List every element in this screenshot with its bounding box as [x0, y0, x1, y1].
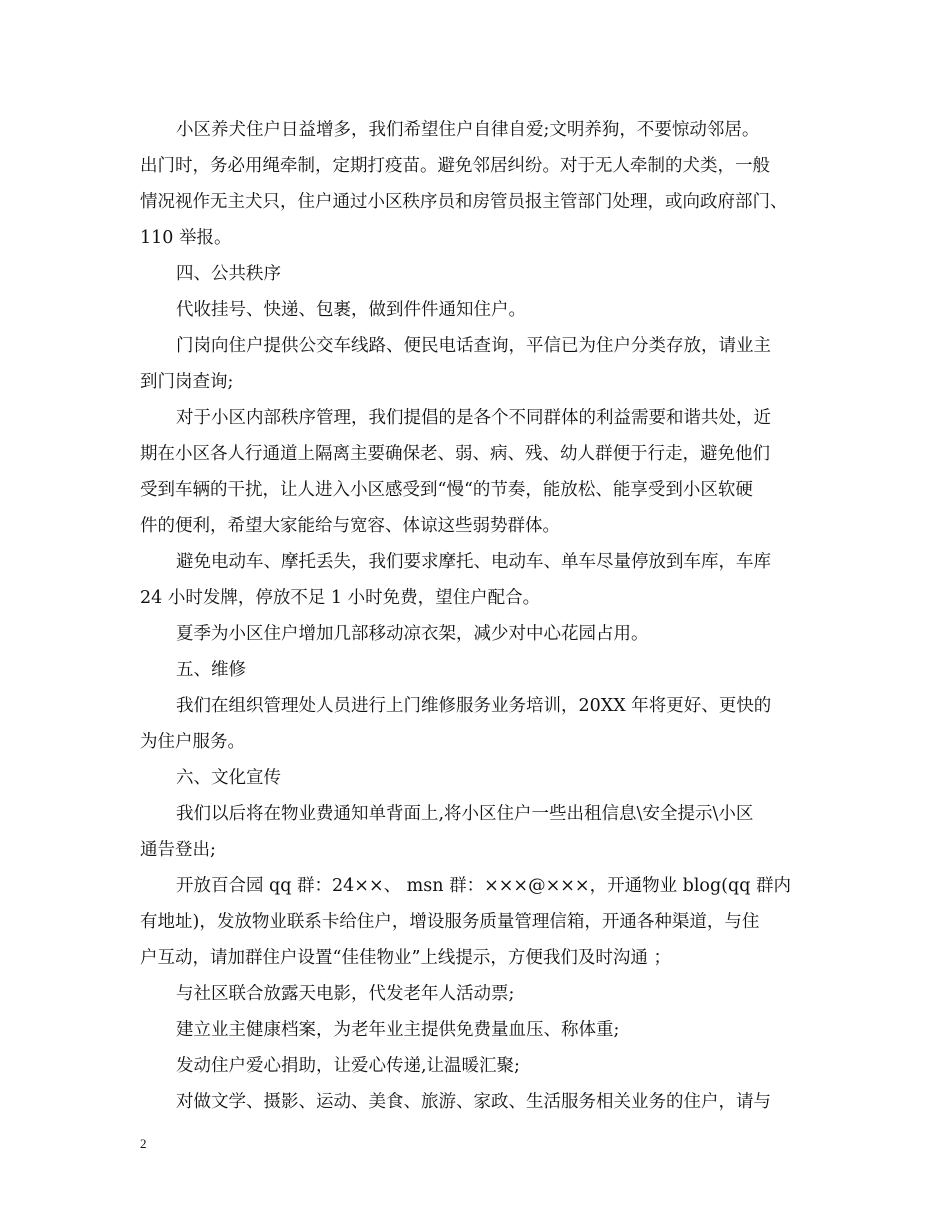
text-line: 对做文学、摄影、运动、美食、旅游、家政、生活服务相关业务的住户，请与	[176, 1092, 771, 1112]
text-line: 四、公共秩序	[176, 264, 281, 284]
text-line: 我们以后将在物业费通知单背面上,将小区住户一些出租信息\安全提示\小区	[176, 804, 754, 824]
text-line: 门岗向住户提供公交车线路、便民电话查询，平信已为住户分类存放，请业主	[176, 336, 771, 356]
text-line: 我们在组织管理处人员进行上门维修服务业务培训，20XX 年将更好、更快的	[176, 696, 772, 716]
text-line: 件的便利，希望大家能给与宽容、体谅这些弱势群体。	[140, 516, 560, 536]
text-line: 期在小区各人行通道上隔离主要确保老、弱、病、残、幼人群便于行走，避免他们	[140, 444, 770, 464]
text-line: 建立业主健康档案，为老年业主提供免费量血压、称体重;	[176, 1020, 620, 1040]
text-line: 开放百合园 qq 群：24××、 msn 群：×××@×××，开通物业 blog(qq 群内	[176, 876, 791, 896]
text-line: 五、维修	[176, 660, 246, 680]
text-line: 110 举报。	[140, 228, 232, 248]
text-line: 避免电动车、摩托丢失，我们要求摩托、电动车、单车尽量停放到车库，车库	[176, 552, 771, 572]
text-line: 通告登出;	[140, 840, 216, 860]
text-line: 为住户服务。	[140, 732, 245, 752]
text-line: 代收挂号、快递、包裹，做到件件通知住户。	[176, 300, 526, 320]
text-line: 出门时，务必用绳牵制，定期打疫苗。避免邻居纠纷。对于无人牵制的犬类，一般	[140, 156, 770, 176]
document-body	[140, 112, 812, 1120]
text-line: 24 小时发牌，停放不足 1 小时免费，望住户配合。	[140, 588, 541, 608]
text-line: 对于小区内部秩序管理，我们提倡的是各个不同群体的利益需要和谐共处，近	[176, 408, 771, 428]
text-line: 户互动，请加群住户设置“佳佳物业”上线提示，方便我们及时沟通 ；	[140, 948, 671, 968]
text-line: 到门岗查询;	[140, 372, 234, 392]
text-line: 情况视作无主犬只，住户通过小区秩序员和房管员报主管部门处理，或向政府部门、	[140, 192, 788, 212]
text-line: 受到车辆的干扰，让人进入小区感受到“慢“的节奏，能放松、能享受到小区软硬	[140, 480, 753, 500]
text-line: 夏季为小区住户增加几部移动凉衣架，减少对中心花园占用。	[176, 624, 649, 644]
text-line: 发动住户爱心捐助，让爱心传递,让温暖汇聚;	[176, 1056, 520, 1076]
text-line: 六、文化宣传	[176, 768, 281, 788]
page-number: 2	[140, 1136, 147, 1151]
text-line: 有地址)，发放物业联系卡给住户，增设服务质量管理信箱，开通各种渠道，与住	[140, 912, 760, 932]
text-line: 小区养犬住户日益增多，我们希望住户自律自爱;文明养狗，不要惊动邻居。	[176, 120, 760, 140]
text-line: 与社区联合放露天电影，代发老年人活动票;	[176, 984, 515, 1004]
